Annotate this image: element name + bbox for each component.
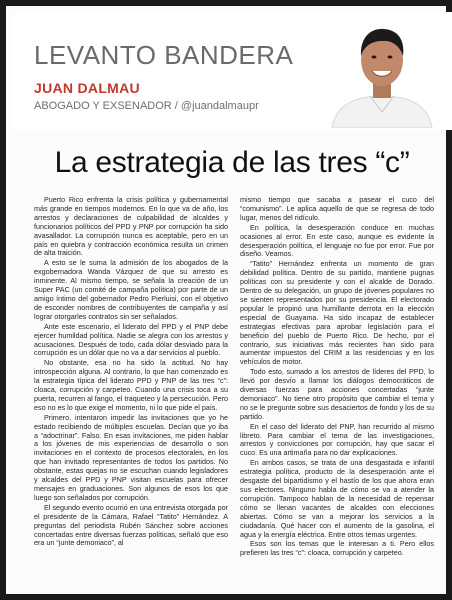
paragraph: A esto se le suma la admisión de los abogados de la exgobernadora Wanda Vázquez de que su arresto es inminente. Al mismo tiempo, se señala la creación de un Super PAC (un comité de campaña política) por parte de un amigo íntimo del gobernador Pedro Pierluisi, con el objetivo de esconder nombres de contribuyentes de campaña y así lograr otorgarles contratos sin ser señalados.	[34, 258, 228, 321]
paragraph: El segundo evento ocurrió en una entrevista otorgada por el presidente de la Cámara, Rafael “Tatito” Hernández. A preguntas del periodista Rubén Sánchez sobre acciones concertadas entre diversas fuerzas políticas, señaló que eso era un “junte demoniaco”, al	[34, 502, 228, 548]
paragraph: Todo esto, sumado a los arrestos de líderes del PPD, lo llevó por desvío a llamar los diálogos democráticos de diversas fuerzas para acciones concertadas “junte demoniaco”. No tiene otro propósito que cambiar el tema y no se le pregunte sobre sus desaciertos de fondo y los de su partido.	[240, 367, 434, 421]
paragraph: mismo tiempo que sacaba a pasear el cuco del “comunismo”. Le aplica aquello de que se regresa de todo lugar, menos del ridículo.	[240, 196, 434, 222]
column-name: LEVANTO BANDERA	[34, 40, 294, 70]
eye-left	[372, 56, 377, 59]
paragraph: Esos son los temas que le interesan a ti. Pero ellos prefieren las tres “c”: cloaca, corrupción y carpeteo.	[240, 539, 434, 558]
paragraph: Primero, intentaron impedir las invitaciones que yo he estado recibiendo de múltiples escuelas. Decían que yo iba a “adoctrinar”. Falso. En esas invitaciones, me piden hablar a los jóvenes de mis experiencias de desarrollo o son invitaciones en el contexto de procesos electorales, en los que han invitado representantes de todos los partidos. No obstante, estas quejas no se escuchan cuando legisladores y alcaldes del PPD y PNP visitan escuelas para ofrecer mensajes en graduaciones. Son algunos de esos los que luego son señalados por corrupción.	[34, 412, 228, 502]
author-name: JUAN DALMAU	[34, 80, 140, 96]
article-headline: La estrategia de las tres “c”	[54, 146, 410, 179]
column-header	[12, 12, 452, 130]
paragraph: “Tatito” Hernández enfrenta un momento de gran debilidad política. Dentro de su partido, mantiene pugnas políticas con su presidente y con el alcalde de Dorado. Dentro de su delegación, un grupo de jóvenes populares no se sienten representados por su presidencia. El electorado popular le propinó una humillante derrota en la elección especial de Guayama. Ha sido incapaz de establecer estrategias efectivas para aprobar legislación para el beneficio del pueblo de Puerto Rico. De hecho, por el contrario, sus iniciativas más recientes han sido para aumentar impuestos del CRIM a las residencias y en los vehículos de motor.	[240, 259, 434, 367]
author-role: ABOGADO Y EXSENADOR / @juandalmaupr	[34, 100, 259, 112]
paragraph: Ante este escenario, el liderato del PPD y el PNP debe ejercer humildad política. Nadie se alegra con los arrestos y acusaciones. Después de todo, cada dólar desviado para la corrupción es un dólar que no va a dar servicios al pueblo.	[34, 321, 228, 358]
body-column-right	[240, 196, 434, 588]
portrait-illustration	[326, 16, 438, 128]
author-photo	[326, 16, 438, 128]
paragraph: En el caso del liderato del PNP, han recurrido al mismo libreto. Para cambiar el tema de las investigaciones, arrestos y convicciones por corrupción, hay que sacar el cuco. Es una artimaña para no dar explicaciones.	[240, 421, 434, 458]
body-column-left	[34, 196, 228, 588]
paragraph: En ambos casos, se trata de una desgastada e infantil estrategia política, producto de la desesperación ante el desgaste del bipartidismo y el hastío de los que ahora eran sus electores. Ninguno habla de cómo se va a atender la corrupción. Tampoco hablan de la necesidad de repensar cómo se llenan vacantes de alcaldes con elecciones abiertas. Cómo se van a mejorar los servicios a la ciudadanía. Qué hacer con el aumento de la gasolina, el agua y la energía eléctrica. Entre otros temas urgentes.	[240, 458, 434, 539]
paragraph: No obstante, esa no ha sido la actitud. No hay introspección alguna. Al contrario, lo que han comenzado es la estrategia típica del liderato PPD y PNP de las tres “c”: cloaca, corrupción y carpeteo. Cuando una crisis toca a su puerta, recurren al fango, el traqueteo y la persecución. Pero eso no es lo que exige el momento, ni lo que pide el país.	[34, 358, 228, 412]
paragraph: Puerto Rico enfrenta la crisis política y gubernamental más grande en tiempos modernos. En lo que va de año, los arrestos y declaraciones de culpabilidad de alcaldes y funcionarios políticos del PPD y PNP por corrupción ha sido avasallador. La corrupción nunca es aceptable, pero en un país en quiebra y contracción económica resulta un crimen de alta traición.	[34, 196, 228, 258]
paragraph: En política, la desesperación conduce en muchas ocasiones al error. En este caso, aunque es evidente la desesperación política, el lenguaje no fue por error. Fue por diseño. Veamos.	[240, 222, 434, 259]
eye-right	[388, 56, 393, 59]
article-body	[34, 196, 434, 588]
